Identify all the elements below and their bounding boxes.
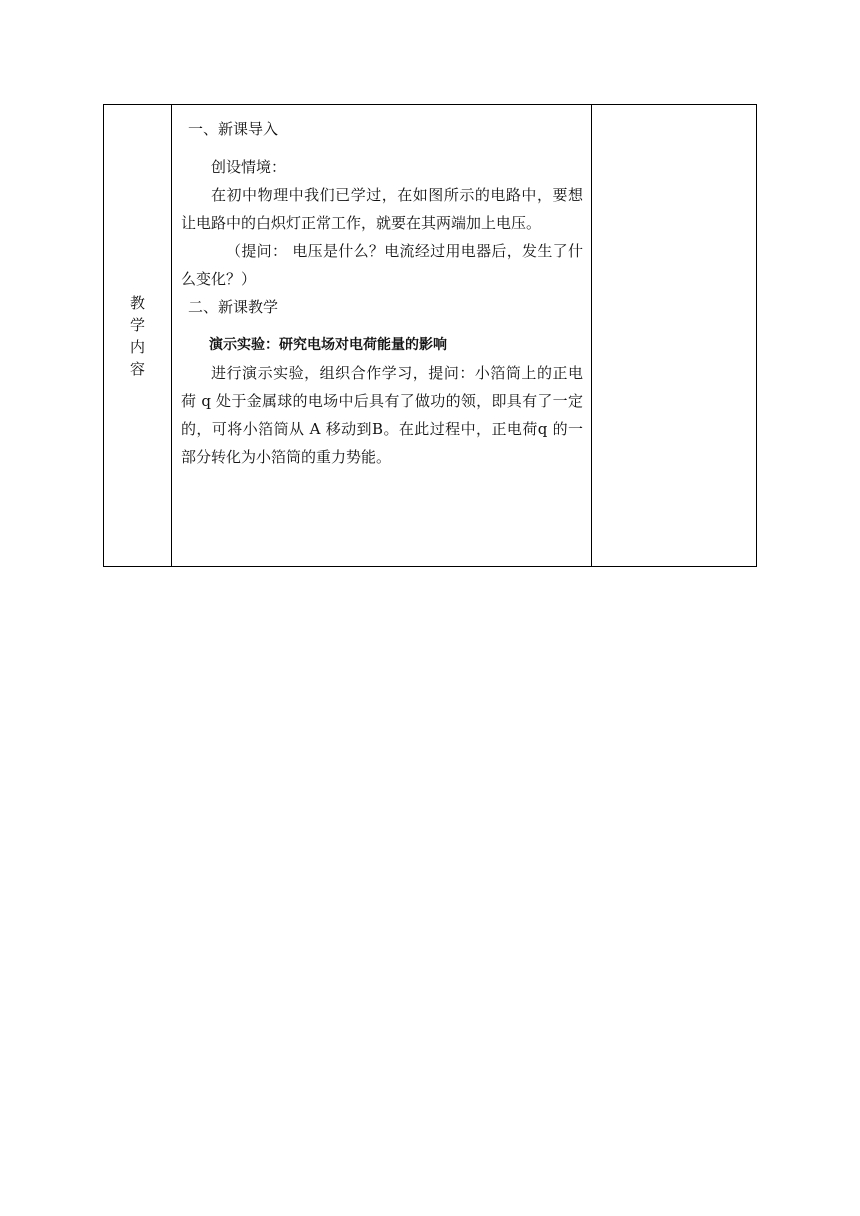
- experiment-title: 演示实验：研究电场对电荷能量的影响: [209, 337, 447, 353]
- section-heading-intro: 一、新课导入: [188, 120, 279, 138]
- section-heading-teaching: 二、新课教学: [188, 298, 279, 316]
- experiment-paragraph: 进行演示实验，组织合作学习，提问：小箔筒上的正电荷 q 处于金属球的电场中后具有了做功的领，即具有了一定的，可将小箔筒从 A 移动到B。在此过程中，正电荷q 的一部分转化为小箔筒的重力势能。: [181, 364, 583, 466]
- scenario-label: 创设情境：: [211, 158, 287, 176]
- row-label: 教学内容: [129, 293, 145, 378]
- lesson-table: [103, 104, 757, 567]
- scenario-paragraph: 在初中物理中我们已学过，在如图所示的电路中，要想让电路中的白炽灯正常工作，就要在其两端加上电压。: [181, 186, 583, 232]
- notes-cell: [592, 105, 757, 567]
- content-cell: [172, 105, 592, 567]
- label-cell: [104, 105, 172, 567]
- table-row: [104, 105, 757, 567]
- question-paragraph: （提问： 电压是什么？电流经过用电器后，发生了什么变化？）: [181, 242, 583, 288]
- lesson-content: [172, 105, 591, 485]
